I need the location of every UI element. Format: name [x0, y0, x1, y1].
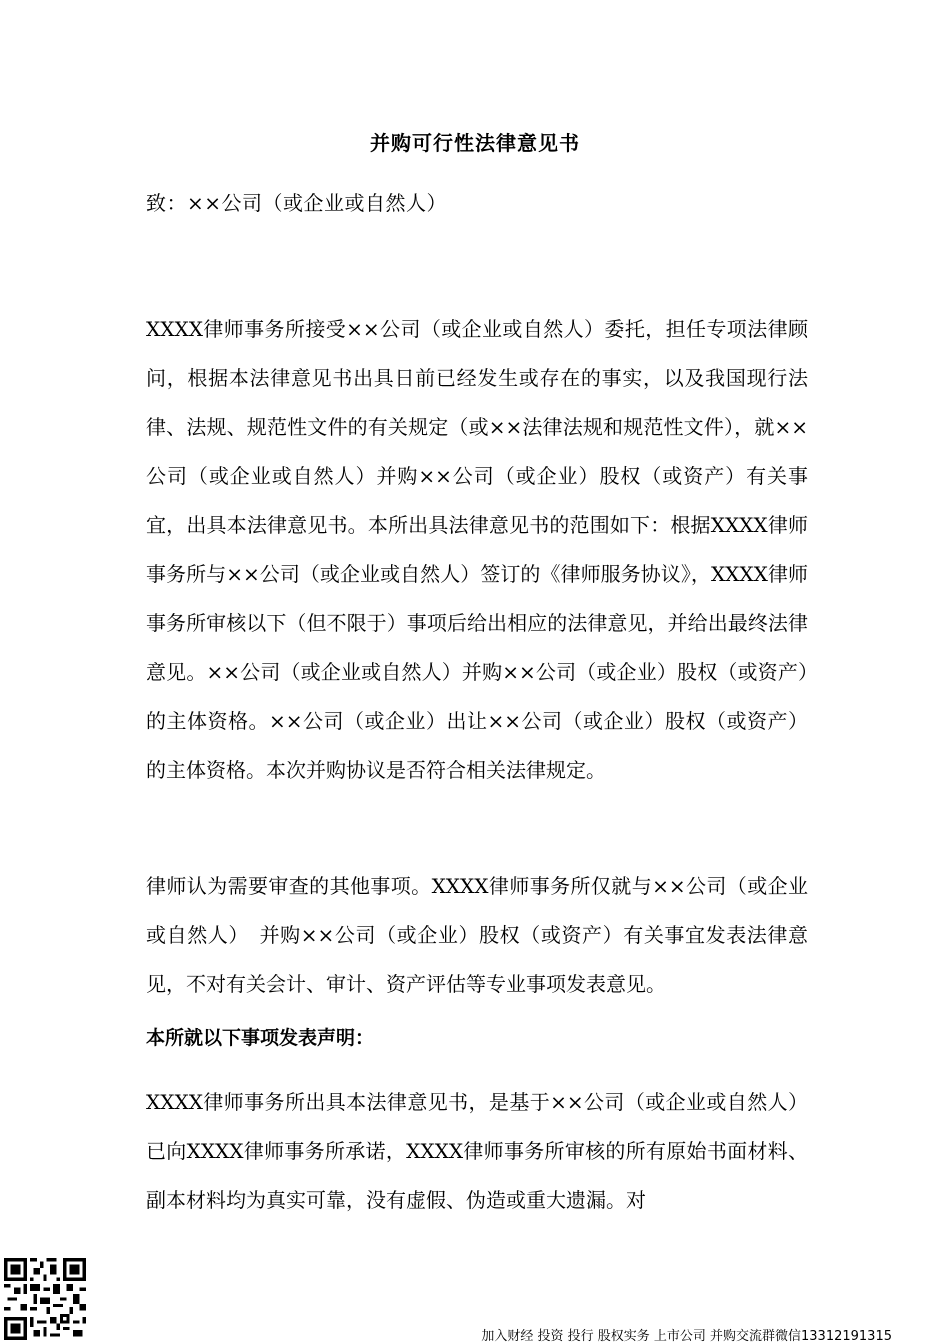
addressee-line: 致：××公司（或企业或自然人） [146, 191, 448, 215]
qr-code-icon [4, 1258, 86, 1340]
body-paragraph-2: 律师认为需要审查的其他事项。XXXX律师事务所仅就与××公司（或企业或自然人） 并购××公司（或企业）股权（或资产）有关事宜发表法律意见，不对有关会计、审计、资产评估等专业事项发表意见。 [146, 874, 808, 996]
footer-promo-text: 加入财经 投资 投行 股权实务 上市公司 并购交流群微信13312191315 [481, 1329, 892, 1344]
statement-heading: 本所就以下事项发表声明： [146, 1027, 375, 1049]
body-paragraph-1: XXXX律师事务所接受××公司（或企业或自然人）委托，担任专项法律顾问，根据本法律意见书出具日前已经发生或存在的事实，以及我国现行法律、法规、规范性文件的有关规定（或××法律法规和规范性文件），就××公司（或企业或自然人）并购××公司（或企业）股权（或资产）有关事宜，出具本法律意见书。本所出具法律意见书的范围如下：根据XXXX律师事务所与××公司（或企业或自然人）签订的《律师服务协议》，XXXX律师事务所审核以下（但不限于）事项后给出相应的法律意见，并给出最终法律意见。××公司（或企业或自然人）并购××公司（或企业）股权（或资产）的主体资格。××公司（或企业）出让××公司（或企业）股权（或资产）的主体资格。本次并购协议是否符合相关法律规定。 [146, 317, 808, 782]
body-paragraph-3: XXXX律师事务所出具本法律意见书，是基于××公司（或企业或自然人）已向XXXX律师事务所承诺，XXXX律师事务所审核的所有原始书面材料、副本材料均为真实可靠，没有虚假、伪造或重大遗漏。对 [146, 1090, 808, 1212]
document-title: 并购可行性法律意见书 [370, 131, 580, 155]
